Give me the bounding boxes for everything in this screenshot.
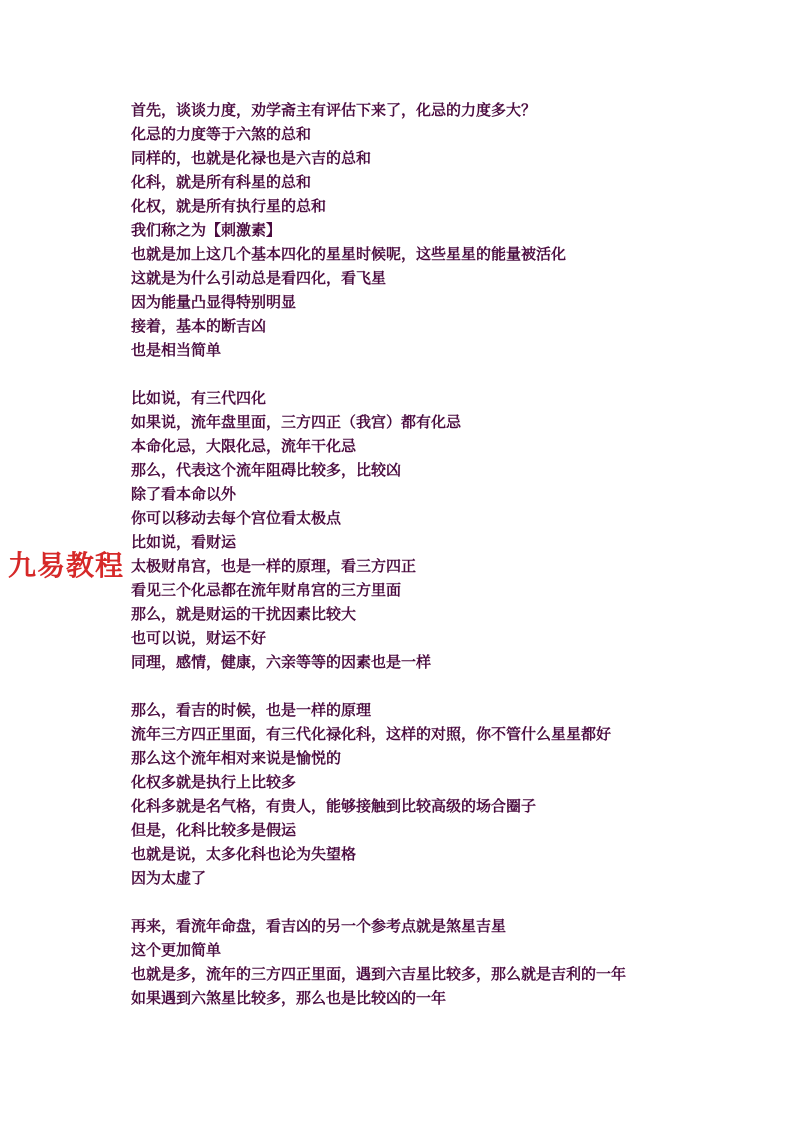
- text-line: 同理，感情，健康，六亲等等的因素也是一样: [131, 653, 432, 671]
- text-line: 也就是多，流年的三方四正里面，遇到六吉星比较多，那么就是吉利的一年: [131, 965, 627, 983]
- text-line: 化权多就是执行上比较多: [131, 773, 297, 791]
- text-line: 这个更加简单: [131, 941, 222, 959]
- text-line: 也可以说，财运不好: [131, 629, 267, 647]
- paragraph-spacer: [131, 362, 691, 386]
- text-line: 接着，基本的断吉凶: [131, 317, 267, 335]
- text-line: 那么，代表这个流年阻碍比较多，比较凶: [131, 461, 402, 479]
- text-line: 但是，化科比较多是假运: [131, 821, 297, 839]
- document-body: [131, 98, 691, 1010]
- text-line: 那么，看吉的时候，也是一样的原理: [131, 701, 372, 719]
- text-line: 我们称之为【刺激素】: [131, 221, 282, 239]
- text-line: 看见三个化忌都在流年财帛宫的三方里面: [131, 581, 402, 599]
- text-line: 同样的，也就是化禄也是六吉的总和: [131, 149, 372, 167]
- text-line: 本命化忌，大限化忌，流年干化忌: [131, 437, 357, 455]
- text-line: 化忌的力度等于六煞的总和: [131, 125, 312, 143]
- text-line: 因为能量凸显得特别明显: [131, 293, 297, 311]
- text-line: 首先，谈谈力度，劝学斋主有评估下来了，化忌的力度多大？: [131, 101, 537, 119]
- text-line: 化科，就是所有科星的总和: [131, 173, 312, 191]
- text-line: 除了看本命以外: [131, 485, 237, 503]
- text-line: 因为太虚了: [131, 869, 207, 887]
- text-line: 如果遇到六煞星比较多，那么也是比较凶的一年: [131, 989, 447, 1007]
- text-line: 化权，就是所有执行星的总和: [131, 197, 327, 215]
- text-line: 化科多就是名气格，有贵人，能够接触到比较高级的场合圈子: [131, 797, 537, 815]
- text-line: 流年三方四正里面，有三代化禄化科，这样的对照，你不管什么星星都好: [131, 725, 612, 743]
- text-line: 再来，看流年命盘，看吉凶的另一个参考点就是煞星吉星: [131, 917, 507, 935]
- text-line: 那么，就是财运的干扰因素比较大: [131, 605, 357, 623]
- text-line: 这就是为什么引动总是看四化，看飞星: [131, 269, 387, 287]
- paragraph-spacer: [131, 674, 691, 698]
- text-line: 太极财帛宫，也是一样的原理，看三方四正: [131, 557, 417, 575]
- text-line: 你可以移动去每个宫位看太极点: [131, 509, 342, 527]
- text-line: 如果说，流年盘里面，三方四正（我宫）都有化忌: [131, 413, 462, 431]
- text-line: 也是相当简单: [131, 341, 222, 359]
- text-line: 那么这个流年相对来说是愉悦的: [131, 749, 342, 767]
- paragraph-spacer: [131, 890, 691, 914]
- text-line: 也就是加上这几个基本四化的星星时候呢，这些星星的能量被活化: [131, 245, 567, 263]
- text-line: 比如说，有三代四化: [131, 389, 267, 407]
- text-line: 也就是说，太多化科也论为失望格: [131, 845, 357, 863]
- text-line: 比如说，看财运: [131, 533, 237, 551]
- watermark-logo: 九易教程: [8, 549, 125, 582]
